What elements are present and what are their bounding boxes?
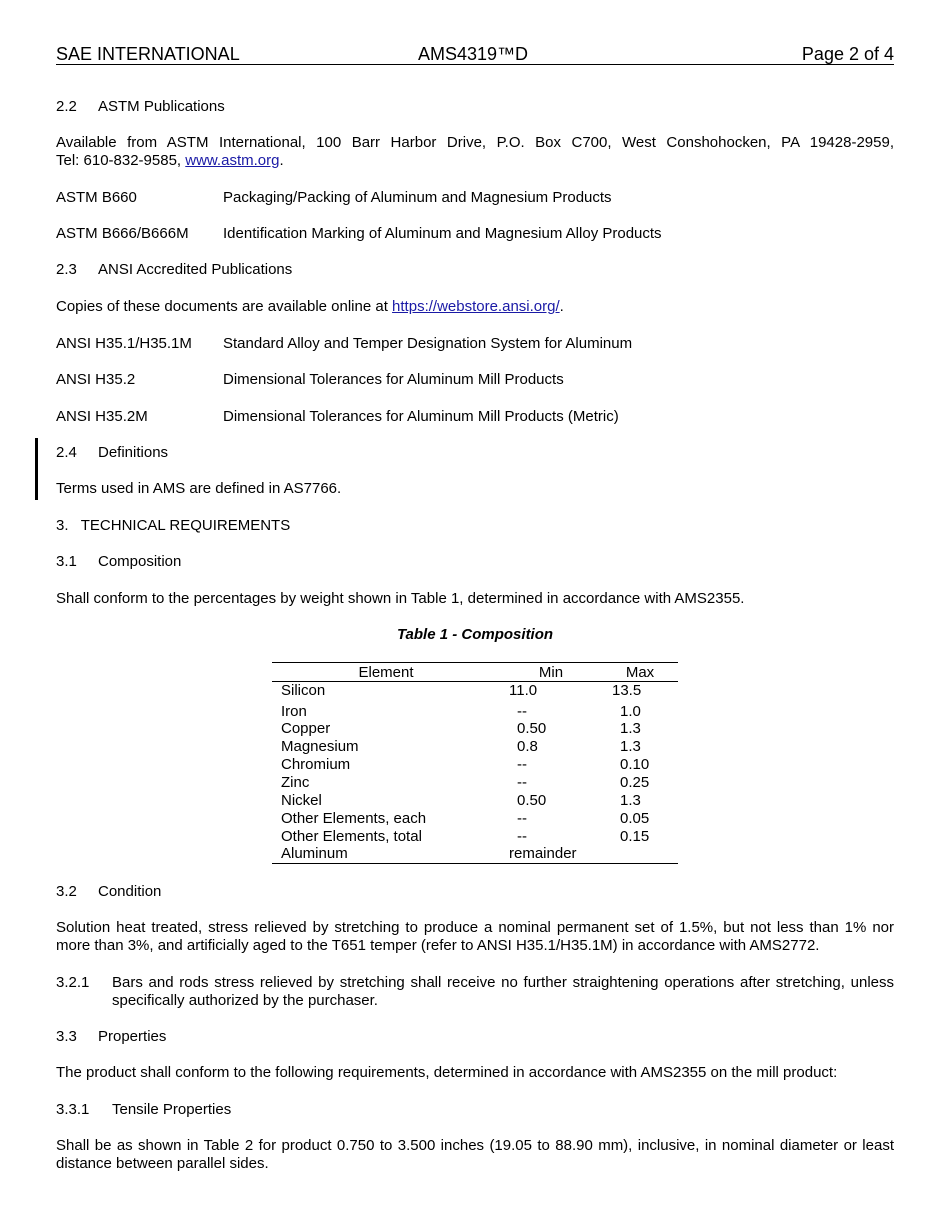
straightening-line1: Bars and rods stress relieved by stretching shall receive no further straightening operations after stretching, unless xyxy=(112,974,894,991)
section-3-2-title: Condition xyxy=(98,883,162,900)
properties-text: The product shall conform to the following requirements, determined in accordance with AMS2355 on the mill product: xyxy=(56,1064,838,1081)
table-cell-min: 0.50 xyxy=(517,792,547,809)
header-page-number: Page 2 of 4 xyxy=(801,44,894,64)
ref-code: ASTM B660 xyxy=(56,189,137,206)
table-cell-element: Iron xyxy=(281,703,307,720)
table-cell-max: 1.3 xyxy=(620,720,641,737)
astm-availability-line1: Available from ASTM International, 100 Barr Harbor Drive, P.O. Box C700, West Conshohocken, PA 19428-2959, xyxy=(56,134,894,151)
table-cell-max: 1.3 xyxy=(620,738,641,755)
section-2-4-title: Definitions xyxy=(98,444,169,461)
table-cell-element: Nickel xyxy=(281,792,322,809)
table-cell-min: remainder xyxy=(509,845,577,862)
straightening-paragraph xyxy=(112,974,894,1010)
table-cell-element: Aluminum xyxy=(281,845,348,862)
section-2-3-number: 2.3 xyxy=(56,261,77,278)
table-cell-max: 13.5 xyxy=(612,682,642,699)
astm-availability-paragraph xyxy=(56,134,894,170)
composition-text: Shall conform to the percentages by weight shown in Table 1, determined in accordance with AMS2355. xyxy=(56,590,745,607)
table-cell-min: -- xyxy=(517,756,527,773)
table-cell-min: -- xyxy=(517,810,527,827)
astm-availability-line2: Tel: 610-832-9585, www.astm.org. xyxy=(56,152,284,169)
table-cell-max: 0.25 xyxy=(620,774,650,791)
section-3-heading: 3. TECHNICAL REQUIREMENTS xyxy=(56,517,291,534)
tensile-paragraph xyxy=(56,1137,894,1173)
table-cell-element: Chromium xyxy=(281,756,351,773)
table-header-element: Element xyxy=(358,664,414,681)
section-3-2-number: 3.2 xyxy=(56,883,77,900)
table-cell-element: Copper xyxy=(281,720,331,737)
table-cell-max: 0.05 xyxy=(620,810,650,827)
table-bottom-rule xyxy=(272,863,678,864)
ref-code: ANSI H35.1/H35.1M xyxy=(56,335,192,352)
ref-title: Identification Marking of Aluminum and Magnesium Alloy Products xyxy=(223,225,662,242)
section-3-3-number: 3.3 xyxy=(56,1028,77,1045)
section-3-1-number: 3.1 xyxy=(56,553,77,570)
ref-title: Packaging/Packing of Aluminum and Magnesium Products xyxy=(223,189,612,206)
astm-link[interactable]: www.astm.org xyxy=(185,152,280,169)
condition-paragraph xyxy=(56,919,894,955)
table-header-min: Min xyxy=(538,664,564,681)
ref-code: ANSI H35.2M xyxy=(56,408,148,425)
ref-title: Dimensional Tolerances for Aluminum Mill Products xyxy=(223,371,564,388)
header-doc-number: AMS4319™D xyxy=(418,44,529,64)
table-cell-element: Magnesium xyxy=(281,738,359,755)
straightening-line2: specifically authorized by the purchaser. xyxy=(112,992,378,1009)
table-cell-max: 1.3 xyxy=(620,792,641,809)
condition-line2: more than 3%, and artificially aged to the T651 temper (refer to ANSI H35.1/H35.1M) in accordance with AMS2772. xyxy=(56,937,820,954)
ref-code: ANSI H35.2 xyxy=(56,371,136,388)
definitions-text: Terms used in AMS are defined in AS7766. xyxy=(56,480,342,497)
tensile-line2: distance between parallel sides. xyxy=(56,1155,269,1172)
table-cell-min: -- xyxy=(517,774,527,791)
table-cell-element: Silicon xyxy=(281,682,326,699)
table-cell-min: -- xyxy=(517,703,527,720)
table-header-max: Max xyxy=(625,664,655,681)
section-3-3-1-title: Tensile Properties xyxy=(112,1101,232,1118)
condition-line1: Solution heat treated, stress relieved by stretching to produce a nominal permanent set of 1.5%, but not less than 1% nor xyxy=(56,919,894,936)
table-1-caption: Table 1 - Composition xyxy=(396,626,554,643)
revision-change-bar xyxy=(35,438,38,500)
table-cell-min: 0.50 xyxy=(517,720,547,737)
table-cell-min: 0.8 xyxy=(517,738,538,755)
ansi-link[interactable]: https://webstore.ansi.org/ xyxy=(392,298,560,315)
table-cell-max: 1.0 xyxy=(620,703,641,720)
section-2-2-title: ASTM Publications xyxy=(98,98,225,115)
page-header xyxy=(56,44,894,65)
table-cell-min: 11.0 xyxy=(509,682,538,699)
section-2-4-number: 2.4 xyxy=(56,444,77,461)
header-org: SAE INTERNATIONAL xyxy=(56,44,240,64)
ref-title: Dimensional Tolerances for Aluminum Mill Products (Metric) xyxy=(223,408,619,425)
table-cell-min: -- xyxy=(517,828,527,845)
ansi-copies-text: Copies of these documents are available online at https://webstore.ansi.org/. xyxy=(56,298,564,315)
ref-code: ASTM B666/B666M xyxy=(56,225,189,242)
table-cell-element: Zinc xyxy=(281,774,310,791)
section-3-3-title: Properties xyxy=(98,1028,167,1045)
section-3-1-title: Composition xyxy=(98,553,182,570)
ref-title: Standard Alloy and Temper Designation System for Aluminum xyxy=(223,335,633,352)
table-cell-element: Other Elements, total xyxy=(281,828,422,845)
astm-tel: Tel: 610-832-9585, xyxy=(56,152,182,169)
tensile-line1: Shall be as shown in Table 2 for product 0.750 to 3.500 inches (19.05 to 88.90 mm), inclusive, in nominal diameter or least xyxy=(56,1137,894,1154)
table-cell-max: 0.10 xyxy=(620,756,650,773)
section-2-3-title: ANSI Accredited Publications xyxy=(98,261,293,278)
table-cell-max: 0.15 xyxy=(620,828,650,845)
section-3-3-1-number: 3.3.1 xyxy=(56,1101,90,1118)
section-3-2-1-number: 3.2.1 xyxy=(56,974,90,991)
table-top-rule xyxy=(272,662,678,663)
section-2-2-number: 2.2 xyxy=(56,98,77,115)
table-cell-element: Other Elements, each xyxy=(281,810,427,827)
ansi-copies-prefix: Copies of these documents are available online at xyxy=(56,298,388,315)
